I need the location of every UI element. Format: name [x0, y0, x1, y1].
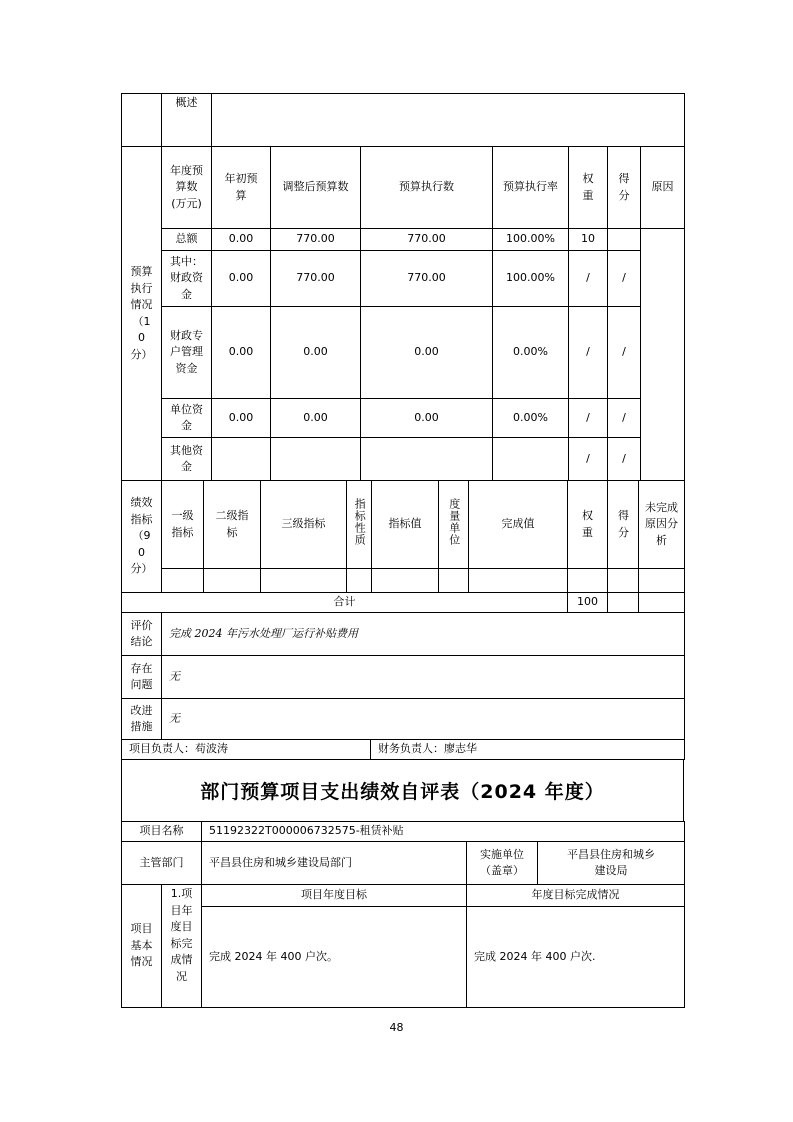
conclusion-value: 完成 2024 年污水处理厂运行补贴费用	[162, 613, 685, 656]
cell-executed: 770.00	[361, 229, 493, 251]
total-reason	[639, 593, 685, 613]
cell-level2	[204, 569, 261, 593]
header-executed-budget: 预算执行数	[361, 147, 493, 229]
row-label: 其他资金	[162, 438, 212, 481]
conclusion-table	[121, 612, 685, 760]
cell-weight	[568, 569, 608, 593]
problems-value: 无	[162, 656, 685, 699]
row-label: 单位资金	[162, 399, 212, 438]
signatures-row	[122, 740, 685, 760]
overview-spacer-cell	[122, 94, 162, 147]
cell-rate: 100.00%	[493, 229, 569, 251]
cell-weight: /	[569, 307, 608, 399]
cell-score: /	[608, 399, 641, 438]
project-info-table	[121, 821, 685, 1008]
cell-rate	[493, 438, 569, 481]
cell-executed: 770.00	[361, 251, 493, 307]
project-name-value: 51192322T000006732575-租赁补贴	[202, 822, 685, 842]
row-label: 财政专户管理资金	[162, 307, 212, 399]
goal-header-row	[122, 885, 685, 907]
budget-row-total	[122, 229, 685, 251]
measures-label: 改进措施	[122, 699, 162, 740]
budget-header-row	[122, 147, 685, 229]
cell-weight: /	[569, 438, 608, 481]
header-indicator-value: 指标值	[372, 481, 439, 569]
cell-rate: 0.00%	[493, 307, 569, 399]
budget-row-fiscal	[122, 251, 685, 307]
cell-nature	[347, 569, 372, 593]
cell-score: /	[608, 307, 641, 399]
conclusion-label: 评价结论	[122, 613, 162, 656]
header-indicator-nature: 指标性质	[347, 481, 372, 569]
cell-score: /	[608, 251, 641, 307]
self-evaluation-sheet	[121, 93, 684, 1008]
overview-value	[212, 94, 685, 147]
problems-row	[122, 656, 685, 699]
project-manager: 项目负责人：苟波涛	[122, 740, 371, 760]
cell-rate: 100.00%	[493, 251, 569, 307]
basic-sub-label: 1.项目年度目标完成情况	[162, 885, 202, 1008]
page-number: 48	[389, 1021, 404, 1034]
measures-row	[122, 699, 685, 740]
performance-empty-row	[122, 569, 685, 593]
header-weight: 权重	[568, 481, 608, 569]
cell-score	[608, 569, 639, 593]
implementing-unit-label: 实施单位（盖章）	[467, 842, 538, 885]
header-level1-indicator: 一级指标	[162, 481, 204, 569]
cell-adjusted	[271, 438, 361, 481]
total-label: 合计	[122, 593, 568, 613]
header-adjusted-budget: 调整后预算数	[271, 147, 361, 229]
goal-status-value: 完成 2024 年 400 户次.	[467, 907, 685, 1008]
header-completion-value: 完成值	[469, 481, 568, 569]
cell-weight: 10	[569, 229, 608, 251]
cell-level1	[162, 569, 204, 593]
header-reason: 原因	[641, 147, 685, 229]
performance-header-row	[122, 481, 685, 569]
header-uncompleted-reason: 未完成原因分析	[639, 481, 685, 569]
overview-label: 概述	[162, 94, 212, 147]
budget-execution-table	[121, 93, 685, 481]
header-measure-unit: 度量单位	[439, 481, 469, 569]
department-value: 平昌县住房和城乡建设局部门	[202, 842, 467, 885]
finance-manager: 财务负责人：廖志华	[371, 740, 685, 760]
budget-row-unit-funds	[122, 399, 685, 438]
row-label: 总额	[162, 229, 212, 251]
cell-adjusted: 0.00	[271, 399, 361, 438]
form-title: 部门预算项目支出绩效自评表（2024 年度）	[121, 759, 684, 822]
department-label: 主管部门	[122, 842, 202, 885]
conclusion-row	[122, 613, 685, 656]
annual-goal-header: 项目年度目标	[202, 885, 467, 907]
goal-content-row	[122, 907, 685, 1008]
cell-initial: 0.00	[212, 399, 271, 438]
header-score: 得分	[608, 147, 641, 229]
goal-status-header: 年度目标完成情况	[467, 885, 685, 907]
cell-weight: /	[569, 399, 608, 438]
cell-initial: 0.00	[212, 229, 271, 251]
project-name-row	[122, 822, 685, 842]
cell-adjusted: 0.00	[271, 307, 361, 399]
implementing-unit-value: 平昌县住房和城乡建设局	[538, 842, 685, 885]
cell-reason-merged	[641, 229, 685, 481]
project-name-label: 项目名称	[122, 822, 202, 842]
header-level3-indicator: 三级指标	[261, 481, 347, 569]
performance-indicators-table	[121, 480, 685, 613]
cell-initial: 0.00	[212, 307, 271, 399]
total-weight: 100	[568, 593, 608, 613]
header-annual-budget: 年度预算数(万元)	[162, 147, 212, 229]
cell-rate: 0.00%	[493, 399, 569, 438]
cell-initial	[212, 438, 271, 481]
cell-adjusted: 770.00	[271, 251, 361, 307]
overview-row	[122, 94, 685, 147]
performance-section-label: 绩效指标（90分）	[122, 481, 162, 593]
cell-initial: 0.00	[212, 251, 271, 307]
cell-target	[372, 569, 439, 593]
basic-info-label: 项目基本情况	[122, 885, 162, 1008]
header-initial-budget: 年初预算	[212, 147, 271, 229]
cell-unit	[439, 569, 469, 593]
cell-reason	[639, 569, 685, 593]
cell-weight: /	[569, 251, 608, 307]
cell-score: /	[608, 438, 641, 481]
header-weight: 权重	[569, 147, 608, 229]
header-score: 得分	[608, 481, 639, 569]
row-label: 其中：财政资金	[162, 251, 212, 307]
cell-score	[608, 229, 641, 251]
budget-section-label: 预算执行情况（10分）	[122, 147, 162, 481]
header-level2-indicator: 二级指标	[204, 481, 261, 569]
cell-executed	[361, 438, 493, 481]
cell-level3	[261, 569, 347, 593]
measures-value: 无	[162, 699, 685, 740]
cell-actual	[469, 569, 568, 593]
budget-row-special-account	[122, 307, 685, 399]
cell-executed: 0.00	[361, 399, 493, 438]
header-execution-rate: 预算执行率	[493, 147, 569, 229]
performance-total-row	[122, 593, 685, 613]
budget-row-other-funds	[122, 438, 685, 481]
department-row	[122, 842, 685, 885]
annual-goal-value: 完成 2024 年 400 户次。	[202, 907, 467, 1008]
total-score	[608, 593, 639, 613]
cell-adjusted: 770.00	[271, 229, 361, 251]
cell-executed: 0.00	[361, 307, 493, 399]
problems-label: 存在问题	[122, 656, 162, 699]
